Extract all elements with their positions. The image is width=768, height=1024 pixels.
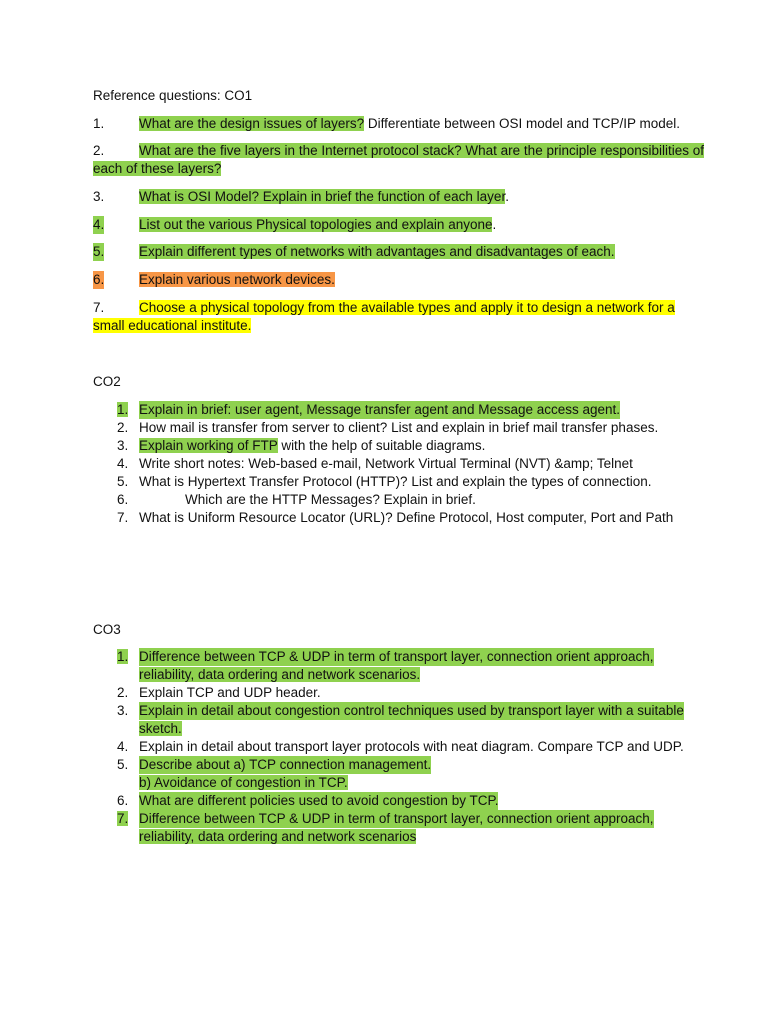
item-number: 3. — [93, 189, 105, 204]
co2-item-7 — [117, 509, 674, 527]
highlighted-text: Difference between TCP & UDP in term of transport layer, connection orient approach, — [139, 649, 654, 664]
item-number: 4. — [117, 739, 129, 754]
item-text: What is Uniform Resource Locator (URL)? Define Protocol, Host computer, Port and Path — [139, 510, 674, 525]
item-number: 7. — [117, 811, 129, 826]
co3-item-7 — [117, 810, 654, 828]
item-number: 5. — [117, 474, 129, 489]
co3-item-3-cont — [139, 720, 182, 738]
co3-item-4 — [117, 738, 684, 756]
co2-item-1 — [117, 401, 621, 419]
highlighted-text: What are the design issues of layers? — [139, 116, 365, 131]
item-number: 3. — [117, 703, 129, 718]
co3-item-3 — [117, 702, 684, 720]
co1-heading: Reference questions: CO1 — [93, 88, 253, 103]
co1-item-1 — [93, 115, 681, 133]
highlighted-text: small educational institute. — [93, 318, 252, 333]
co1-item-7-cont — [93, 317, 251, 335]
highlighted-text: reliability, data ordering and network scenarios. — [139, 667, 421, 682]
item-number: 7. — [117, 510, 129, 525]
co2-item-6 — [117, 491, 476, 509]
co3-heading: CO3 — [93, 622, 121, 637]
co1-item-4 — [93, 216, 497, 234]
item-number: 2. — [93, 143, 105, 158]
co1-item-7 — [93, 299, 675, 317]
highlighted-text: each of these layers? — [93, 161, 222, 176]
co3-item-1-cont — [139, 666, 420, 684]
item-text: Differentiate between OSI model and TCP/IP model. — [364, 116, 681, 131]
item-number: 5. — [93, 244, 105, 259]
highlighted-text: Choose a physical topology from the available types and apply it to design a network for a — [139, 300, 675, 315]
item-number: 1. — [93, 116, 105, 131]
highlighted-text: Explain different types of networks with advantages and disadvantages of each. — [139, 244, 615, 259]
item-text: . — [505, 189, 509, 204]
co3-item-1 — [117, 648, 654, 666]
co1-item-6 — [93, 271, 335, 289]
item-number: 1. — [117, 402, 129, 417]
co3-item-6 — [117, 792, 499, 810]
highlighted-text: Difference between TCP & UDP in term of transport layer, connection orient approach, — [139, 811, 654, 826]
co1-item-2-cont — [93, 160, 221, 178]
highlighted-text: Explain working of FTP — [139, 438, 278, 453]
item-number: 7. — [93, 300, 105, 315]
co2-item-4 — [117, 455, 633, 473]
co2-heading: CO2 — [93, 374, 121, 389]
highlighted-text: reliability, data ordering and network scenarios — [139, 829, 417, 844]
item-text: Write short notes: Web-based e-mail, Network Virtual Terminal (NVT) &amp; Telnet — [139, 456, 633, 471]
highlighted-text: What are different policies used to avoid congestion by TCP. — [139, 793, 499, 808]
item-number: 4. — [93, 217, 105, 232]
item-text: . — [492, 217, 497, 232]
item-number: 2. — [117, 420, 129, 435]
highlighted-text: What are the five layers in the Internet protocol stack? What are the principle responsibilities of — [139, 143, 705, 158]
item-text: Explain TCP and UDP header. — [139, 685, 321, 700]
highlighted-text: Explain in brief: user agent, Message transfer agent and Message access agent. — [139, 402, 621, 417]
co1-item-5 — [93, 243, 615, 261]
co2-item-2 — [117, 419, 659, 437]
item-text: What is Hypertext Transfer Protocol (HTTP)? List and explain the types of connection. — [139, 474, 652, 489]
co3-item-5-cont — [139, 774, 348, 792]
highlighted-text: b) Avoidance of congestion in TCP. — [139, 775, 348, 790]
highlighted-text: Explain various network devices. — [139, 272, 335, 287]
item-number: 6. — [117, 492, 129, 507]
co3-item-5 — [117, 756, 432, 774]
highlighted-text: Explain in detail about congestion control techniques used by transport layer with a suitable — [139, 703, 684, 718]
item-text: How mail is transfer from server to client? List and explain in brief mail transfer phases. — [139, 420, 659, 435]
highlighted-text: sketch. — [139, 721, 182, 736]
item-text: Explain in detail about transport layer protocols with neat diagram. Compare TCP and UDP. — [139, 739, 684, 754]
item-text: with the help of suitable diagrams. — [277, 438, 486, 453]
co3-item-7-cont — [139, 828, 416, 846]
co1-item-2 — [93, 142, 705, 160]
item-number: 6. — [93, 272, 105, 287]
item-number: 6. — [117, 793, 129, 808]
item-number: 2. — [117, 685, 129, 700]
item-number: 3. — [117, 438, 129, 453]
highlighted-text: What is OSI Model? Explain in brief the function of each layer — [139, 189, 506, 204]
co3-item-2 — [117, 684, 321, 702]
co2-item-3 — [117, 437, 486, 455]
item-number: 1. — [117, 649, 129, 664]
item-number: 5. — [117, 757, 129, 772]
highlighted-text: Describe about a) TCP connection management. — [139, 757, 432, 772]
item-text: Which are the HTTP Messages? Explain in brief. — [185, 492, 476, 507]
item-number: 4. — [117, 456, 129, 471]
co1-item-3 — [93, 188, 509, 206]
highlighted-text: List out the various Physical topologies and explain anyone — [139, 217, 493, 232]
co2-item-5 — [117, 473, 652, 491]
